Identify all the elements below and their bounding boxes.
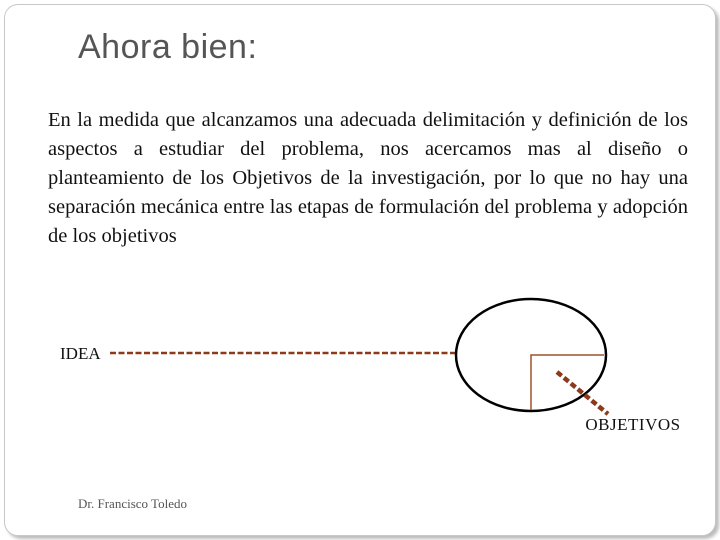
body-paragraph: En la medida que alcanzamos una adecuada delimitación y definición de los aspectos a estudiar del problema, nos acercamos mas al diseño o planteamiento de los Objetivos de la investigación, por lo que no hay una separación mecánica entre las etapas de formulación del problema y adopción de los objetivos — [48, 109, 688, 247]
slide-title: Ahora bien: — [78, 28, 258, 66]
footer-author: Dr. Francisco Toledo — [78, 496, 187, 511]
idea-label: IDEA — [60, 344, 101, 363]
objetivos-label: OBJETIVOS — [585, 415, 681, 434]
